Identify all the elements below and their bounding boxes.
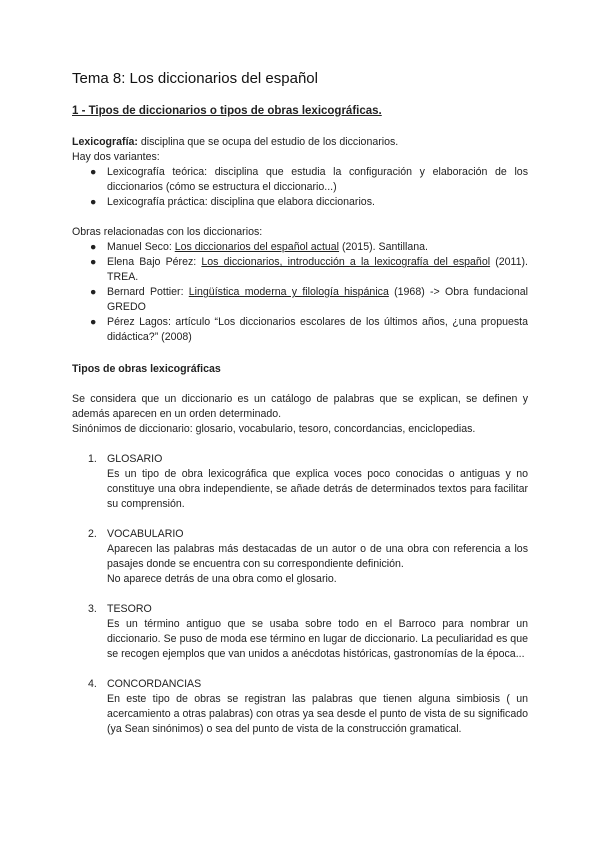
bullet-icon: ● xyxy=(90,256,97,268)
tipo-name: TESORO xyxy=(107,603,152,615)
tipo-name: GLOSARIO xyxy=(107,453,163,465)
tipos-block xyxy=(72,362,528,437)
tipos-heading: Tipos de obras lexicográficas xyxy=(72,363,221,375)
list-item: ● Manuel Seco: Los diccionarios del español actual (2015). Santillana. xyxy=(90,241,428,253)
list-item: ● Lexicografía práctica: disciplina que elabora diccionarios. xyxy=(90,196,375,208)
tipo-name: VOCABULARIO xyxy=(107,528,184,540)
variantes-intro: Hay dos variantes: xyxy=(72,151,160,163)
list-item: ● Lexicografía teórica: disciplina que estudia la configuración y elaboración de los diccionarios (cómo se estructura el diccionario...) xyxy=(90,166,528,193)
variantes-list xyxy=(72,165,528,210)
list-item: ● Bernard Pottier: Lingüística moderna y filología hispánica (1968) -> Obra fundacional GREDO xyxy=(90,286,528,313)
tipo-description: Es un tipo de obra lexicográfica que explica voces poco conocidas o antiguas y no constituye una obra independiente, se añade detrás de determinados textos para facilitar su comprensión. xyxy=(107,468,528,510)
list-item: 3. TESORO Es un término antiguo que se usaba sobre todo en el Barroco para nombrar un diccionario. Se puso de moda ese término en lugar de diccionario. La peculiaridad es que se recogen ejemplos que van unidos a anécdotas históricas, gastronomías de la época... xyxy=(88,603,528,660)
lexicografia-block xyxy=(72,135,528,210)
tipo-description: Es un término antiguo que se usaba sobre todo en el Barroco para nombrar un diccionario. Se puso de moda ese término en lugar de diccionario. La peculiaridad es que se recogen ejemplos que van unidos a anécdotas históricas, gastronomías de la época... xyxy=(107,618,528,660)
tipo-description: No aparece detrás de una obra como el glosario. xyxy=(107,573,337,585)
book-title-link[interactable]: Los diccionarios, introducción a la lexicografía del español xyxy=(201,256,491,268)
tipo-name: CONCORDANCIAS xyxy=(107,678,202,690)
tipos-numbered-block xyxy=(72,452,528,752)
bullet-icon: ● xyxy=(90,286,97,298)
list-item: ● Pérez Lagos: artículo “Los diccionarios escolares de los últimos años, ¿una propuesta didáctica?” (2008) xyxy=(90,316,528,343)
sinonimos-line: Sinónimos de diccionario: glosario, vocabulario, tesoro, concordancias, enciclopedias. xyxy=(72,423,476,435)
list-item: ● Elena Bajo Pérez: Los diccionarios, introducción a la lexicografía del español (2011). TREA. xyxy=(90,256,528,283)
list-item: 1. GLOSARIO Es un tipo de obra lexicográfica que explica voces poco conocidas o antiguas y no constituye una obra independiente, se añade detrás de determinados textos para facilitar su comprensión. xyxy=(88,453,528,510)
bullet-icon: ● xyxy=(90,166,97,178)
obras-block xyxy=(72,225,528,345)
tipo-description: En este tipo de obras se registran las palabras que tienen alguna simbiosis ( un acercamiento a otras palabras) con otras ya sea desde el punto de vista de su significado (ya Sean sinónimos) o sea del punto de vista de la construcción gramatical. xyxy=(107,693,528,735)
lexicografia-term: Lexicografía: xyxy=(72,136,138,148)
list-item: 4. CONCORDANCIAS En este tipo de obras se registran las palabras que tienen alguna simbiosis ( un acercamiento a otras palabras) con otras ya sea desde el punto de vista de su significado (ya Sean sinónimos) o sea del punto de vista de la construcción gramatical. xyxy=(88,678,528,735)
bullet-icon: ● xyxy=(90,241,97,253)
lexicografia-def: disciplina que se ocupa del estudio de los diccionarios. xyxy=(137,136,399,148)
tipo-description: Aparecen las palabras más destacadas de un autor o de una obra con referencia a los pasajes donde se encuentra con su correspondiente definición. xyxy=(107,543,528,570)
lexicografia-definition xyxy=(72,135,528,150)
list-item: 2. VOCABULARIO Aparecen las palabras más destacadas de un autor o de una obra con referencia a los pasajes donde se encuentra con su correspondiente definición. No aparece detrás de una obra como el glosario. xyxy=(88,528,528,585)
bullet-icon: ● xyxy=(90,316,97,328)
book-title-link[interactable]: Lingüística moderna y filología hispánica xyxy=(188,286,389,298)
page-title: Tema 8: Los diccionarios del español xyxy=(72,70,318,87)
tipos-intro: Se considera que un diccionario es un catálogo de palabras que se explican, se definen y además aparecen en un orden determinado. xyxy=(72,393,528,420)
bullet-icon: ● xyxy=(90,196,97,208)
obras-intro: Obras relacionadas con los diccionarios: xyxy=(72,226,263,238)
book-title-link[interactable]: Los diccionarios del español actual xyxy=(174,241,340,253)
tipos-list xyxy=(72,452,528,737)
obras-list xyxy=(72,240,528,345)
section-heading: 1 - Tipos de diccionarios o tipos de obras lexicográficas. xyxy=(72,105,382,117)
